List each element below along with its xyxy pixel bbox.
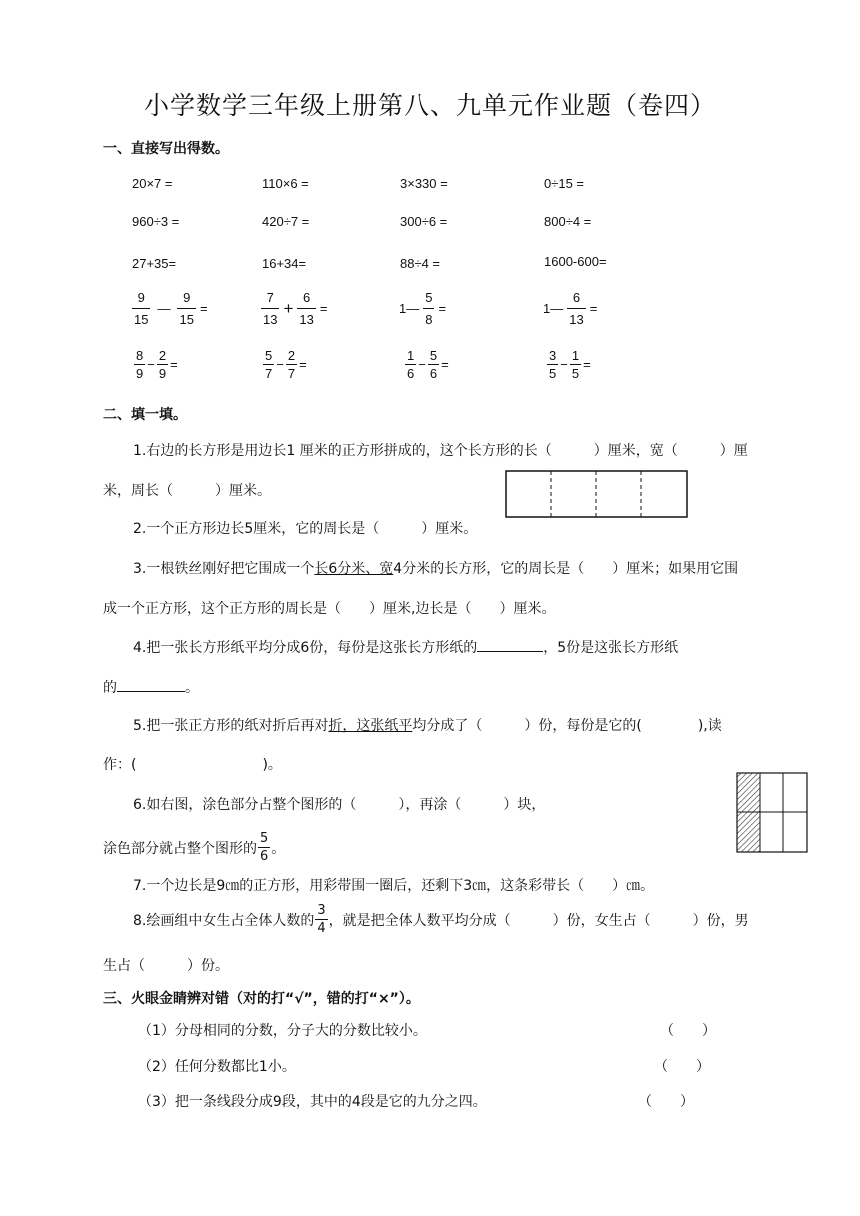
calc-item: 110×6 =: [262, 176, 309, 191]
fraction: [297, 291, 315, 326]
question-7: 7.一个边长是9㎝的正方形，用彩带围一圈后，还剩下3㎝，这条彩带长（ ）㎝。: [133, 878, 655, 894]
equals: =: [319, 301, 328, 316]
fraction: [157, 349, 168, 380]
question-8-line1: [133, 904, 749, 935]
fraction: [261, 291, 279, 326]
denominator: 9: [158, 366, 167, 381]
denominator: 9: [136, 366, 144, 381]
numerator: 6: [303, 290, 311, 305]
equals: =: [441, 357, 449, 372]
numerator: 3: [317, 903, 326, 918]
equals: =: [170, 357, 178, 372]
fraction: [258, 832, 270, 863]
operator: +: [283, 298, 294, 318]
q4-text: 4.把一张长方形纸平均分成6份，每份是这张长方形纸的: [133, 640, 478, 656]
fraction-expression: [260, 291, 330, 326]
numerator: 2: [158, 348, 167, 363]
calc-item: 0÷15 =: [544, 176, 585, 191]
fraction-expression: [546, 349, 592, 380]
fraction: [286, 349, 297, 380]
numerator: 5: [260, 831, 269, 846]
numerator: 8: [136, 348, 144, 363]
prefix: 1—: [543, 301, 564, 316]
q6-text: 涂色部分就占整个图形的: [103, 840, 257, 857]
answer-blank[interactable]: [117, 679, 185, 692]
denominator: 6: [407, 366, 415, 381]
operator: −: [560, 357, 568, 372]
equals: =: [438, 301, 447, 316]
fraction-expression: [399, 291, 449, 326]
fraction: [570, 349, 581, 380]
calc-item: 20×7 =: [132, 176, 173, 191]
denominator: 15: [177, 308, 195, 326]
equals: =: [199, 301, 208, 316]
q8-text: 8.绘画组中女生占全体人数的: [133, 912, 315, 929]
numerator: 2: [287, 348, 296, 363]
numerator: 1: [571, 348, 580, 363]
denominator: 4: [317, 921, 326, 936]
numerator: 5: [265, 348, 273, 363]
numerator: 9: [137, 290, 145, 305]
q4-text: 。: [185, 680, 199, 696]
denominator: 6: [429, 366, 438, 381]
calc-item: 27+35=: [132, 256, 177, 271]
denominator: 15: [132, 308, 150, 326]
q5-underlined-text: 折，这张纸平: [328, 718, 413, 734]
q4-text: 的: [103, 680, 117, 696]
question-6-line1: 6.如右图，涂色部分占整个图形的（ ），再涂（ ）块，: [133, 797, 546, 813]
denominator: 6: [260, 849, 269, 864]
numerator: 5: [425, 290, 433, 305]
question-1-line2: 米，周长（ ）厘米。: [103, 483, 271, 499]
calc-item: 420÷7 =: [262, 214, 310, 229]
calc-item: 88÷4 =: [400, 256, 441, 271]
true-false-item: （3）把一条线段分成9段，其中的4段是它的九分之四。: [138, 1094, 487, 1110]
fraction-expression: [133, 349, 179, 380]
fraction: [567, 291, 585, 326]
fraction-expression: [543, 291, 600, 326]
denominator: 8: [423, 308, 434, 326]
fraction: [132, 291, 150, 326]
section3-heading: 三、火眼金睛辨对错（对的打“√”，错的打“×”）。: [103, 991, 420, 1007]
equals: =: [299, 357, 307, 372]
calc-item: 960÷3 =: [132, 214, 180, 229]
true-false-item: （2）任何分数都比1小。: [138, 1059, 296, 1075]
denominator: 7: [287, 366, 296, 381]
answer-paren[interactable]: （ ）: [660, 1023, 716, 1039]
denominator: 13: [567, 308, 585, 326]
q5-text: 5.把一张正方形的纸对折后再对: [133, 718, 329, 734]
q4-text: ，5份是这张长方形纸: [543, 640, 679, 656]
question-1-line1: 1.右边的长方形是用边长1 厘米的正方形拼成的，这个长方形的长（ ）厘米，宽（ ）厘: [133, 443, 748, 459]
fraction: [177, 291, 195, 326]
equals: =: [583, 357, 591, 372]
question-3-line1: [133, 558, 738, 578]
operator: −: [276, 357, 284, 372]
section2-heading: 二、填一填。: [103, 407, 187, 423]
fraction: [428, 349, 439, 380]
fraction: [405, 349, 416, 380]
numerator: 6: [572, 290, 581, 305]
fraction: [315, 904, 327, 935]
operator: −: [418, 357, 426, 372]
question-5-line2: 作：( )。: [103, 757, 282, 773]
denominator: 5: [549, 366, 557, 381]
answer-paren[interactable]: （ ）: [654, 1059, 710, 1075]
prefix: 1—: [399, 301, 420, 316]
fraction: [547, 349, 558, 380]
numerator: 3: [549, 348, 557, 363]
numerator: 5: [429, 348, 438, 363]
answer-paren[interactable]: （ ）: [638, 1094, 694, 1110]
q6-text: 。: [271, 840, 286, 857]
question-5-line1: [133, 715, 722, 735]
question-4-line1: [133, 637, 678, 657]
fraction: [134, 349, 145, 380]
q3-text: 3.一根铁丝刚好把它围成一个: [133, 561, 315, 577]
question-4-line2: [103, 677, 199, 697]
question-6-line2: [103, 832, 285, 863]
fraction-expression: [404, 349, 450, 380]
rectangle-figure: [505, 470, 689, 520]
equals: =: [589, 301, 598, 316]
fraction: [423, 291, 434, 326]
fraction-expression: [262, 349, 308, 380]
numerator: 7: [266, 290, 274, 305]
question-8-line2: 生占（ ）份。: [103, 958, 229, 974]
true-false-item: （1）分母相同的分数，分子大的分数比较小。: [138, 1023, 427, 1039]
calc-item: 300÷6 =: [400, 214, 448, 229]
operator: —: [157, 301, 171, 316]
fraction-expression: [131, 291, 211, 326]
question-2: 2.一个正方形边长5厘米，它的周长是（ ）厘米。: [133, 521, 478, 537]
shaded-grid-figure: [736, 772, 808, 854]
denominator: 7: [265, 366, 273, 381]
denominator: 13: [261, 308, 279, 326]
fraction: [263, 349, 274, 380]
numerator: 1: [407, 348, 415, 363]
denominator: 13: [297, 308, 315, 326]
question-3-line2: 成一个正方形，这个正方形的周长是（ ）厘米,边长是（ ）厘米。: [103, 601, 556, 617]
q3-text: 4分米的长方形，它的周长是（ ）厘米；如果用它围: [393, 561, 739, 577]
denominator: 5: [571, 366, 580, 381]
calc-item: 16+34=: [262, 256, 307, 271]
calc-item: 1600-600=: [544, 254, 607, 269]
operator: −: [147, 357, 155, 372]
numerator: 9: [183, 290, 191, 305]
section1-heading: 一、直接写出得数。: [103, 141, 229, 157]
q8-text: ，就是把全体人数平均分成（ ）份，女生占（ ）份，男: [328, 912, 749, 929]
calc-item: 800÷4 =: [544, 214, 592, 229]
calc-item: 3×330 =: [400, 176, 448, 191]
page-title: 小学数学三年级上册第八、九单元作业题（卷四）: [143, 91, 716, 120]
answer-blank[interactable]: [477, 639, 543, 652]
q3-underlined-text: 长6分米、宽: [314, 561, 394, 577]
q5-text: 均分成了（ ）份，每份是它的( ),读: [412, 718, 722, 734]
